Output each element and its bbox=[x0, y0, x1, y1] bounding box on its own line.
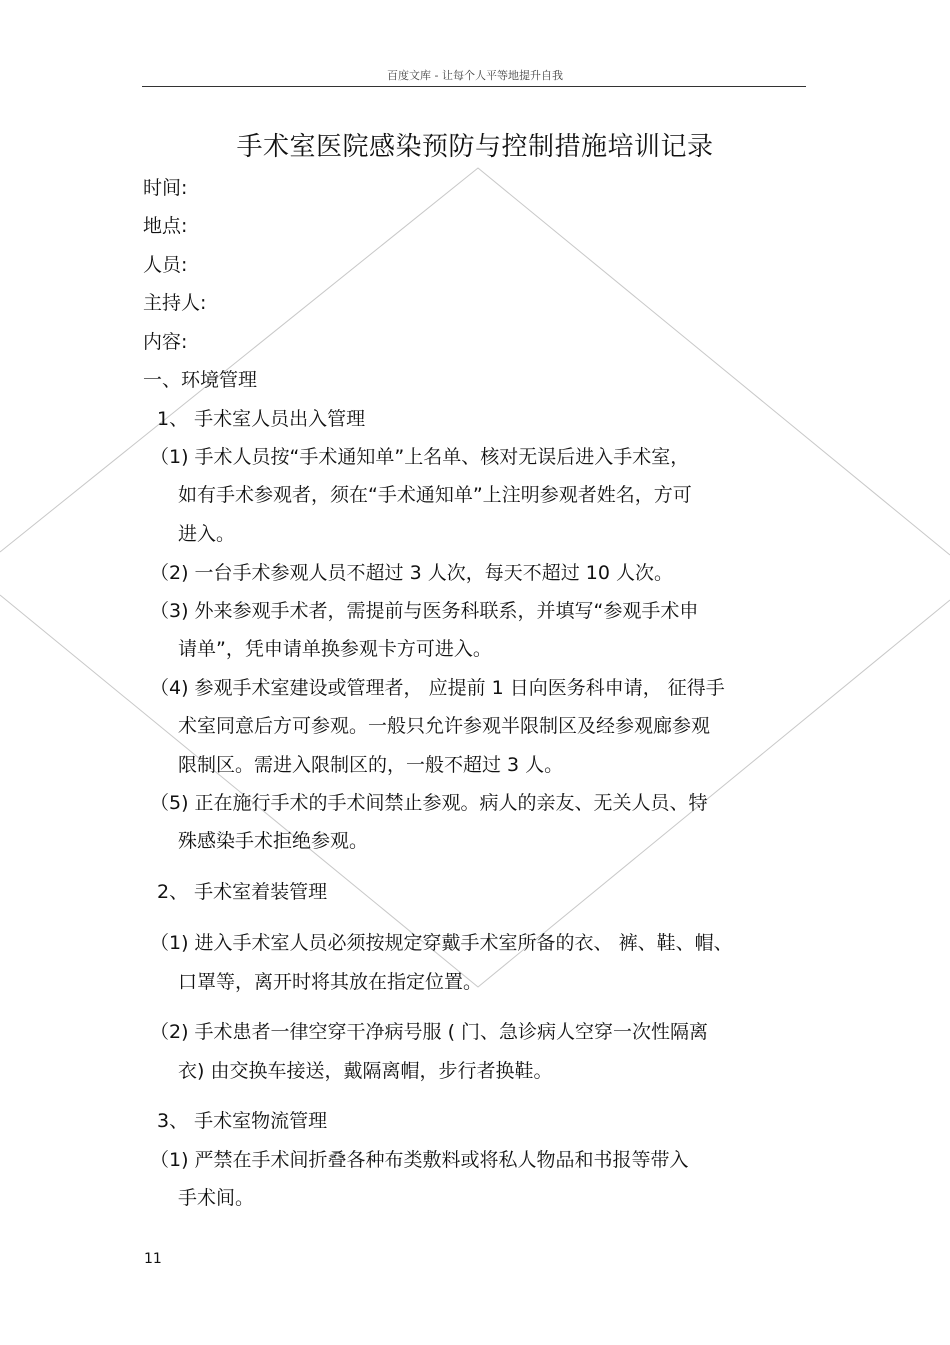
meta-content: 内容: bbox=[143, 331, 188, 353]
document-title: 手术室医院感染预防与控制措施培训记录 bbox=[236, 132, 714, 162]
paragraph-line: 殊感染手术拒绝参观。 bbox=[178, 830, 369, 852]
page-header: 百度文库 - 让每个人平等地提升自我 bbox=[387, 69, 563, 82]
paragraph-line: （4) 参观手术室建设或管理者， 应提前 1 日向医务科申请， 征得手 bbox=[150, 677, 725, 699]
paragraph-line: 口罩等，离开时将其放在指定位置。 bbox=[178, 971, 483, 993]
paragraph-line: 衣) 由交换车接送，戴隔离帽，步行者换鞋。 bbox=[178, 1060, 553, 1082]
paragraph-line: （1) 手术人员按“手术通知单”上名单、核对无误后进入手术室， bbox=[150, 446, 690, 468]
paragraph-line: （1) 进入手术室人员必须按规定穿戴手术室所备的衣、 裤、鞋、帽、 bbox=[150, 932, 733, 954]
paragraph-line: （2) 一台手术参观人员不超过 3 人次，每天不超过 10 人次。 bbox=[150, 562, 673, 584]
paragraph-line: 限制区。需进入限制区的，一般不超过 3 人。 bbox=[178, 754, 564, 776]
subsection-heading: 2、 手术室着装管理 bbox=[157, 881, 328, 903]
paragraph-line: （5) 正在施行手术的手术间禁止参观。病人的亲友、无关人员、特 bbox=[150, 792, 708, 814]
paragraph-line: 术室同意后方可参观。一般只允许参观半限制区及经参观廊参观 bbox=[178, 715, 711, 737]
paragraph-line: （3) 外来参观手术者，需提前与医务科联系，并填写“参观手术申 bbox=[150, 600, 699, 622]
paragraph-line: 手术间。 bbox=[178, 1187, 255, 1209]
subsection-heading: 3、 手术室物流管理 bbox=[157, 1110, 328, 1132]
meta-attendees: 人员: bbox=[143, 254, 188, 276]
header-divider bbox=[142, 86, 806, 87]
section-heading: 一、环境管理 bbox=[143, 369, 258, 391]
paragraph-line: （2) 手术患者一律空穿干净病号服 ( 门、急诊病人空穿一次性隔离 bbox=[150, 1021, 709, 1043]
subsection-heading: 1、 手术室人员出入管理 bbox=[157, 408, 366, 430]
page-number: 11 bbox=[144, 1251, 162, 1267]
paragraph-line: 请单”，凭申请单换参观卡方可进入。 bbox=[178, 638, 492, 660]
meta-host: 主持人: bbox=[143, 292, 207, 314]
meta-time: 时间: bbox=[143, 177, 188, 199]
paragraph-line: 如有手术参观者，须在“手术通知单”上注明参观者姓名，方可 bbox=[178, 484, 692, 506]
paragraph-line: （1) 严禁在手术间折叠各种布类敷料或将私人物品和书报等带入 bbox=[150, 1149, 689, 1171]
meta-location: 地点: bbox=[143, 215, 188, 237]
paragraph-line: 进入。 bbox=[178, 523, 236, 545]
